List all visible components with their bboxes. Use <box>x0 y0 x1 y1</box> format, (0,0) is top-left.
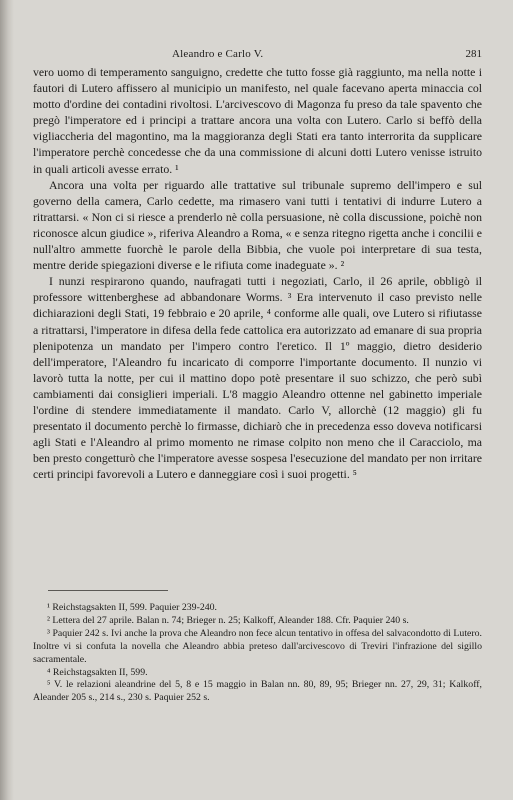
footnote: ¹ Reichstagsakten II, 599. Paquier 239-240. <box>47 602 217 613</box>
footnote: ³ Paquier 242 s. Ivi anche la prova che Aleandro non fece alcun tentativo in offesa del salvacondotto di Lutero. Inoltre vi si confuta la novella che Aleandro abbia preteso dall'arcivescovo di Treviri l'infrazione del sigillo sacramentale. <box>33 627 482 665</box>
running-title: Aleandro e Carlo V. <box>172 48 264 60</box>
paragraph: vero uomo di temperamento sanguigno, credette che tutto fosse già raggiunto, ma nella notte i fautori di Lutero affissero al municipio un manifesto, nel quale facevano aperta minaccia col motto d'ordine dei contadini rivoltosi. L'arcivescovo di Magonza fu preso da tale spavento che pregò l'imperatore ed i principi a trattare ancora una volta con Lutero. Carlo si beffò della vigliaccheria del magontino, ma la maggioranza degli Stati era tanto interrorita da supplicare l'imperatore perchè concedesse che da una commissione di alcuni dotti Lutero venisse istruito in quali articoli avesse errato. ¹ <box>33 65 482 176</box>
footnote: ⁵ V. le relazioni aleandrine del 5, 8 e 15 maggio in Balan nn. 80, 89, 95; Brieger nn. 27, 29, 31; Kalkoff, Aleander 205 s., 214 s., 230 s. Paquier 252 s. <box>33 679 482 704</box>
page-number: 281 <box>465 48 482 60</box>
paragraph: I nunzi respirarono quando, naufragati tutti i negoziati, Carlo, il 26 aprile, obbligò il professore wittenberghese ad abbandonare Worms. ³ Era intervenuto il caso previsto nelle dichiarazioni degli Stati, 19 febbraio e 20 aprile, ⁴ conforme alle quali, ove Lutero si rifiutasse a ritrattarsi, l'imperatore in difesa della fede cattolica era autorizzato ad emanare di sua propria plenipotenza un mandato per l'impero contro l'eretico. Il 1º maggio, dietro desiderio dell'imperatore, l'Aleandro fu incaricato di comporre l'importante documento. Il nunzio vi lavorò tutta la notte, per cui il mattino dopo potè presentare il suo schizzo, che però subì cambiamenti dai consiglieri imperiali. L'8 maggio Aleandro ottenne nel gabinetto imperiale l'ordine di stendere immediatamente il mandato. Carlo V, allorchè (12 maggio) gli fu presentato il documento perchè lo firmasse, dichiarò che in precedenza esso doveva notificarsi agli Stati e l'Aleandro al primo momento ne rimase colpito non meno che il Caracciolo, ma ben presto congetturò che l'imperatore avesse sospesa l'esecuzione del mandato per non irritare certi principi favorevoli a Lutero e danneggiare così i suoi progetti. ⁵ <box>33 274 482 482</box>
running-head <box>32 48 482 64</box>
footnotes <box>33 602 482 705</box>
footnote-separator <box>48 590 168 591</box>
footnote: ² Lettera del 27 aprile. Balan n. 74; Brieger n. 25; Kalkoff, Aleander 188. Cfr. Paquier 240 s. <box>47 614 409 626</box>
paragraph: Ancora una volta per riguardo alle trattative sul tribunale supremo dell'impero e sul governo della camera, Carlo cedette, ma rimasero vani tutti i tentativi di indurre Lutero a ritrattarsi. « Non ci si riesce a prenderlo nè colla persuasione, nè colla discussione, poichè non riconosce alcun giudice », riferiva Aleandro a Roma, « e senza ritegno rigetta anche i concilii e null'altro ammette fuorchè le parole della Bibbia, che vuole poi interpretare di sua testa, mentre deride spiegazioni diverse e le rifiuta come inadeguate ». ² <box>33 177 482 273</box>
main-text <box>33 64 482 482</box>
footnote: ⁴ Reichstagsakten II, 599. <box>47 666 148 678</box>
